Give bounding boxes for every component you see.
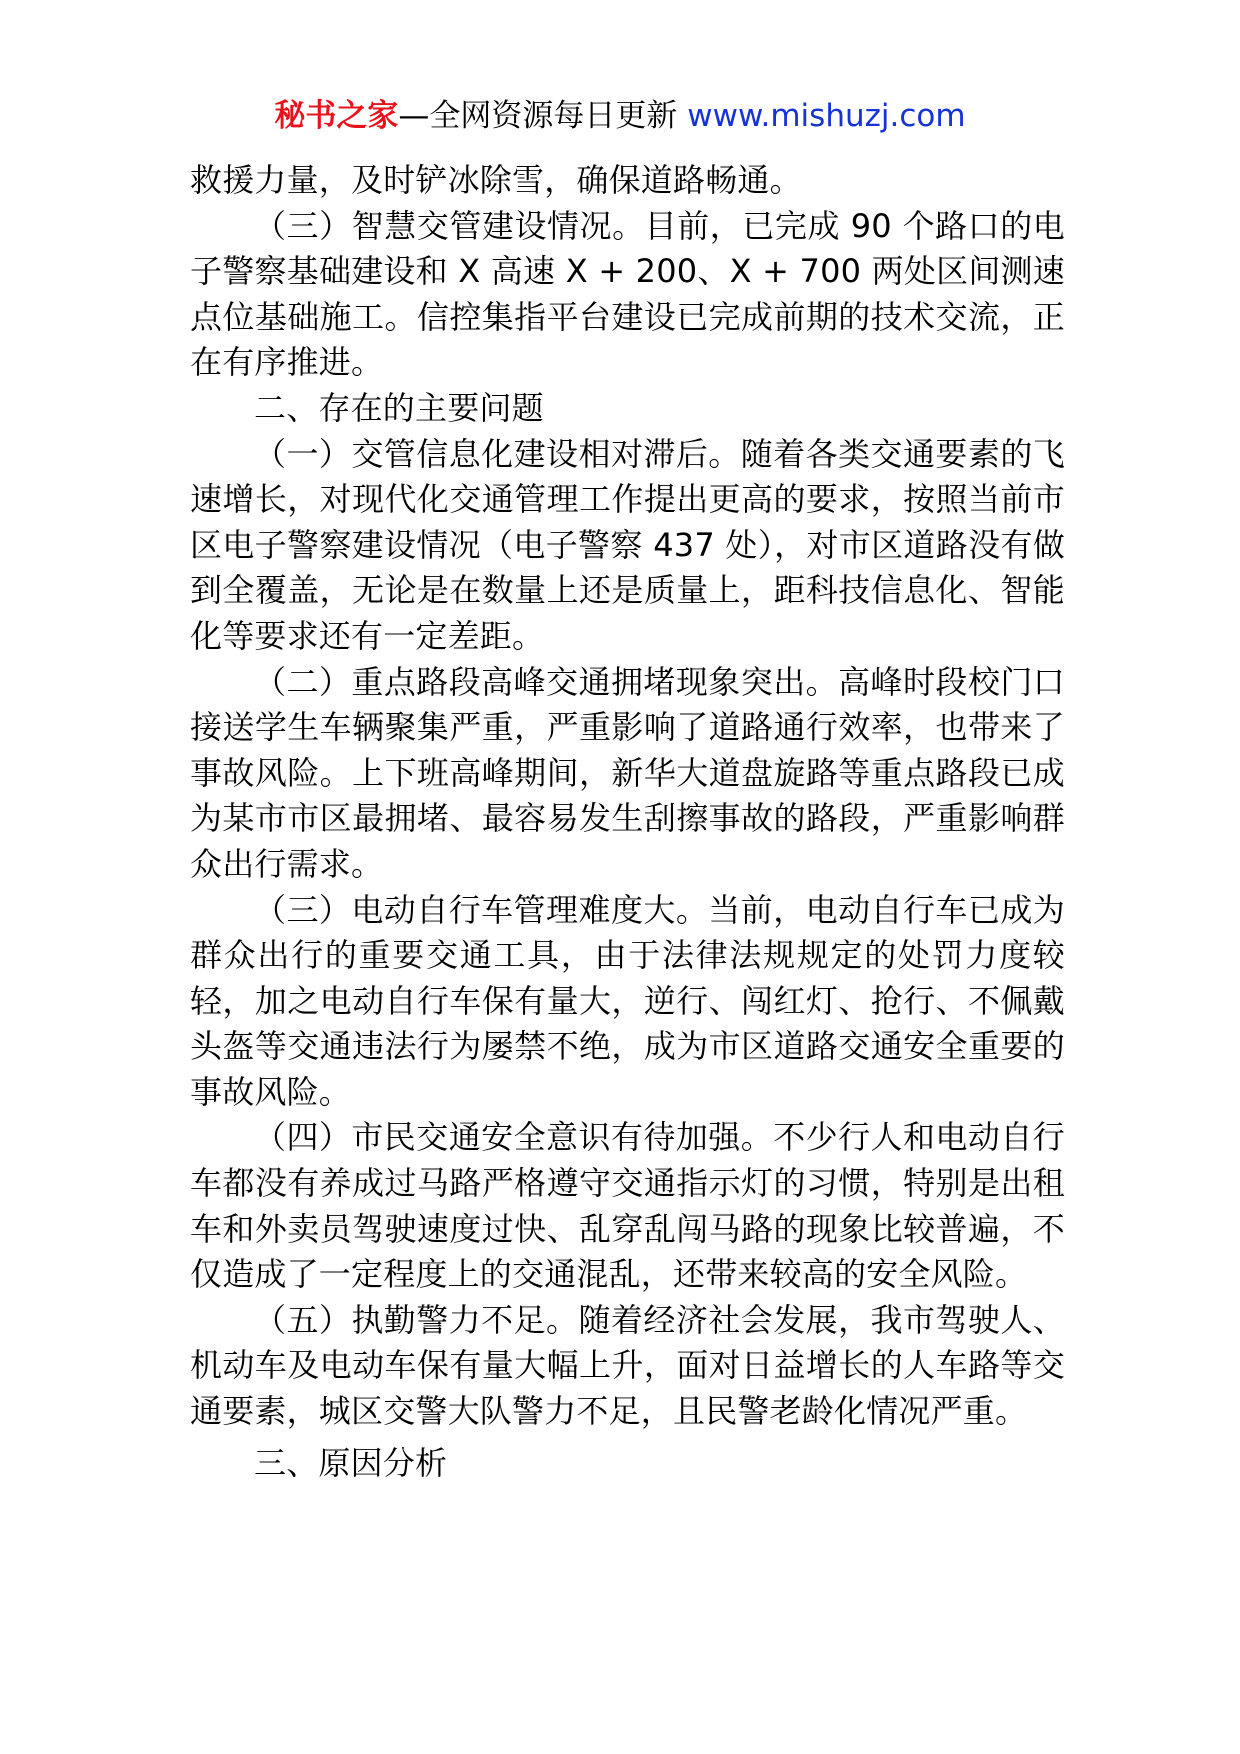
section-heading-problems: 二、存在的主要问题	[254, 388, 544, 427]
brand-name: 秘书之家	[274, 98, 399, 134]
header-tagline: 全网资源每日更新	[429, 98, 678, 134]
paragraph-problem-4: （四）市民交通安全意识有待加强。不少行人和电动自行车都没有养成过马路严格遵守交通指示灯的习惯，特别是出租车和外卖员驾驶速度过快、乱穿乱闯马路的现象比较普遍，不仅造成了一定程度上的交通混乱，还带来较高的安全风险。	[190, 1118, 1065, 1294]
paragraph-smart-traffic: （三）智慧交管建设情况。目前，已完成 90 个路口的电子警察基础建设和 X 高速 X + 200、X + 700 两处区间测速点位基础施工。信控集指平台建设已完成前期的技术交流，正在有序推进。	[190, 206, 1065, 382]
site-url-link[interactable]: www.mishuzj.com	[687, 98, 966, 134]
paragraph-continuation: 救援力量，及时铲冰除雪，确保道路畅通。	[190, 161, 802, 199]
page-header	[0, 96, 1240, 136]
paragraph-problem-1: （一）交管信息化建设相对滞后。随着各类交通要素的飞速增长，对现代化交通管理工作提出更高的要求，按照当前市区电子警察建设情况（电子警察 437 处），对市区道路没有做到全覆盖，无论是在数量上还是质量上，距科技信息化、智能化等要求还有一定差距。	[190, 434, 1065, 655]
section-heading-causes: 三、原因分析	[254, 1443, 448, 1482]
paragraph-problem-2: （二）重点路段高峰交通拥堵现象突出。高峰时段校门口接送学生车辆聚集严重，严重影响了道路通行效率，也带来了事故风险。上下班高峰期间，新华大道盘旋路等重点路段已成为某市市区最拥堵、最容易发生刮擦事故的路段，严重影响群众出行需求。	[190, 662, 1065, 883]
paragraph-problem-5: （五）执勤警力不足。随着经济社会发展，我市驾驶人、机动车及电动车保有量大幅上升，面对日益增长的人车路等交通要素，城区交警大队警力不足，且民警老龄化情况严重。	[190, 1300, 1065, 1431]
header-separator: —	[398, 98, 430, 134]
paragraph-problem-3: （三）电动自行车管理难度大。当前，电动自行车已成为群众出行的重要交通工具，由于法律法规规定的处罚力度较轻，加之电动自行车保有量大，逆行、闯红灯、抢行、不佩戴头盔等交通违法行为屡禁不绝，成为市区道路交通安全重要的事故风险。	[190, 890, 1065, 1111]
document-body	[190, 158, 1065, 1486]
